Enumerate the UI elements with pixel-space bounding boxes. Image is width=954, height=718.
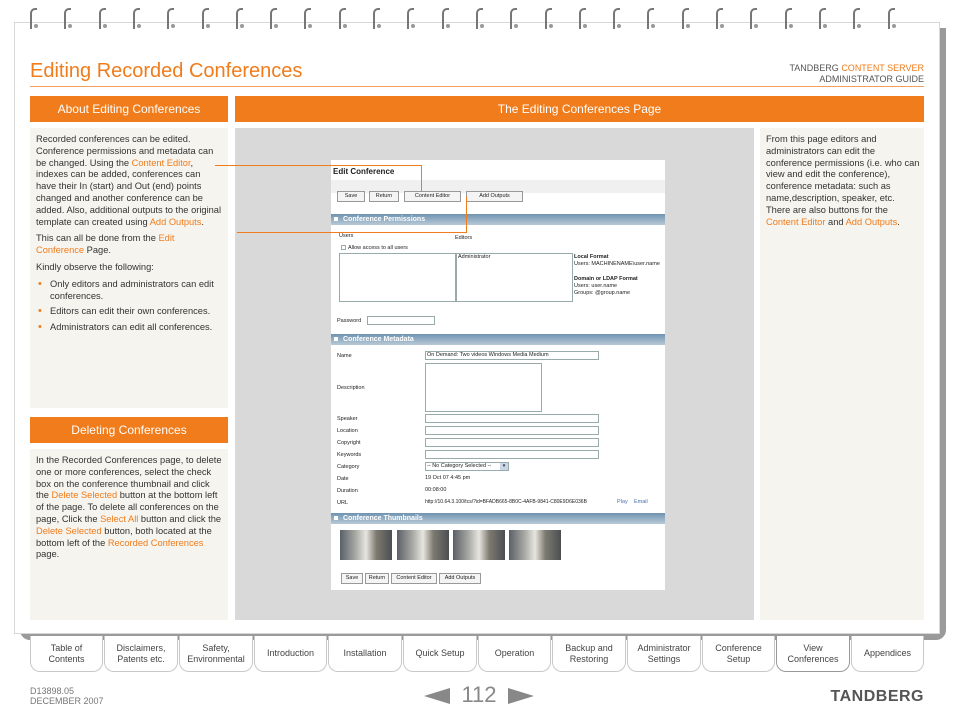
name-label: Name — [337, 353, 352, 359]
permissions-section-header[interactable]: Conference Permissions — [331, 214, 665, 225]
domain-users-text: Users: user.name — [574, 283, 618, 289]
nav-tab-label: Introduction — [266, 648, 315, 658]
local-format-text: Users: MACHINENAME\user.name — [574, 261, 660, 267]
metadata-section-header[interactable]: Conference Metadata — [331, 334, 665, 345]
connector-line-add-outputs — [237, 232, 467, 233]
nav-tab-label: Administrator Settings — [637, 642, 691, 664]
category-label: Category — [337, 464, 360, 470]
connector-line-add-outputs-v — [466, 197, 467, 233]
tandberg-logo: TANDBERG — [830, 688, 924, 705]
keywords-label: Keywords — [337, 452, 362, 458]
nav-tab-label: Safety, Environmental — [187, 642, 245, 664]
editor-item[interactable]: Administrator — [458, 254, 491, 260]
brand-product: CONTENT SERVER — [841, 63, 924, 73]
binder-ring-icon — [339, 8, 349, 30]
binder-rings — [30, 8, 920, 32]
add-outputs-button-bottom[interactable]: Add Outputs — [439, 573, 481, 584]
nav-tab[interactable] — [30, 636, 103, 672]
add-outputs-link[interactable]: Add Outputs — [149, 216, 202, 227]
description-label: Description — [337, 385, 365, 391]
document-info — [30, 686, 104, 706]
nav-tab-label: Table of Contents — [48, 642, 85, 664]
binder-ring-icon — [304, 8, 314, 30]
binder-ring-icon — [442, 8, 452, 30]
nav-tab-label: View Conferences — [787, 642, 839, 664]
speaker-label: Speaker — [337, 416, 358, 422]
title-divider — [30, 86, 924, 87]
name-field[interactable]: On Demand: Two videos Windows Media Medium — [425, 351, 599, 360]
binder-ring-icon — [750, 8, 760, 30]
binder-ring-icon — [202, 8, 212, 30]
location-label: Location — [337, 428, 358, 434]
about-section-title: About Editing Conferences — [30, 96, 228, 122]
url-value: http://10.64.3.100/tcs/?id=BFADB665-8B0C-4AFB-9841-C80E9D6E036B — [425, 499, 587, 505]
keywords-field[interactable] — [425, 450, 599, 459]
duration-label: Duration — [337, 488, 358, 494]
binder-ring-icon — [236, 8, 246, 30]
return-button-bottom[interactable]: Return — [365, 573, 389, 584]
delete-selected-link-2[interactable]: Delete Selected — [36, 525, 102, 536]
category-select[interactable]: -- No Category Selected -- ▾ — [425, 462, 509, 471]
binder-ring-icon — [647, 8, 657, 30]
binder-ring-icon — [30, 8, 40, 30]
binder-ring-icon — [373, 8, 383, 30]
about-paragraph-1: Recorded conferences can be edited. Conference permissions and metadata can be changed. Using the Content Editor, indexes can be added, conferences can have their In (start) and Out (end) points changed and another conference can be added. Also, additional outputs to the original template can created using Add Outputs. — [36, 134, 222, 227]
url-label: URL — [337, 500, 349, 506]
duration-value: 00:08:00 — [425, 487, 447, 493]
nav-tab-label: Appendices — [863, 648, 912, 658]
brand-prefix: TANDBERG — [789, 63, 839, 73]
binder-ring-icon — [716, 8, 726, 30]
users-listbox[interactable] — [339, 253, 456, 302]
copyright-field[interactable] — [425, 438, 599, 447]
edit-conference-title: Edit Conference — [333, 167, 395, 176]
speaker-field[interactable] — [425, 414, 599, 423]
nav-tab[interactable] — [403, 636, 477, 672]
password-label: Password — [337, 318, 362, 324]
delete-selected-link[interactable]: Delete Selected — [51, 490, 118, 501]
about-panel — [30, 128, 228, 408]
email-link[interactable]: Email — [634, 499, 648, 505]
editing-page-section-title: The Editing Conferences Page — [235, 96, 924, 122]
brand-header — [789, 63, 924, 85]
next-page-icon[interactable] — [508, 688, 534, 704]
add-outputs-button[interactable]: Add Outputs — [466, 191, 523, 202]
local-format-title: Local Format — [574, 254, 609, 260]
nav-tab[interactable] — [478, 636, 551, 672]
nav-tab-label: Installation — [343, 648, 387, 658]
delete-paragraph: In the Recorded Conferences page, to delete one or more conferences, select the check box on the conference thumbnail and click the Delete Selected button at the bottom left of the page. To delete all conferences on the page, Click the Select All button and click the Delete Selected button, both located at the bottom left of the Recorded Conferences page. — [36, 455, 222, 560]
rules-list — [36, 279, 222, 334]
nav-tab[interactable] — [179, 636, 253, 672]
return-button[interactable]: Return — [369, 191, 399, 202]
nav-tab-label: Backup and Restoring — [565, 642, 613, 664]
edit-conference-link[interactable]: Edit Conference — [36, 233, 175, 256]
conference-thumbnail[interactable] — [397, 530, 449, 560]
list-item: • Editors can edit their own conferences. — [36, 306, 222, 318]
password-field[interactable] — [367, 316, 435, 325]
domain-groups-text: Groups: @group.name — [574, 290, 631, 296]
conference-thumbnail[interactable] — [453, 530, 505, 560]
thumbnails-section-header[interactable]: Conference Thumbnails — [331, 513, 665, 524]
connector-line-content-editor-v — [421, 165, 422, 191]
page-number: 112 — [461, 682, 497, 707]
binder-ring-icon — [167, 8, 177, 30]
about-paragraph-3: Kindly observe the following: — [36, 261, 154, 272]
binder-ring-icon — [613, 8, 623, 30]
nav-tab[interactable] — [552, 636, 626, 672]
nav-tab-label: Operation — [494, 648, 535, 658]
copyright-label: Copyright — [337, 440, 361, 446]
binder-ring-icon — [407, 8, 417, 30]
conference-thumbnail[interactable] — [509, 530, 561, 560]
binder-ring-icon — [819, 8, 829, 30]
allow-all-label: Allow access to all users — [348, 245, 408, 251]
description-paragraph: From this page editors and administrators can edit the conference permissions (i.e. who can view and edit the conference), conference metadata: such as name,description, speaker, etc. There are also buttons for the Content Editor and Add Outputs. — [766, 134, 920, 227]
document-id: D13898.05 — [30, 686, 75, 696]
save-button[interactable]: Save — [337, 191, 365, 202]
page-navigator — [424, 682, 534, 710]
binder-ring-icon — [476, 8, 486, 30]
connector-line-content-editor — [215, 165, 422, 166]
editors-listbox[interactable] — [456, 253, 573, 302]
nav-tab[interactable] — [851, 636, 924, 672]
nav-tab[interactable] — [104, 636, 178, 672]
binder-ring-icon — [888, 8, 898, 30]
description-field[interactable] — [425, 363, 542, 412]
recorded-conferences-link[interactable]: Recorded Conferences — [107, 537, 204, 548]
nav-tab[interactable] — [627, 636, 701, 672]
domain-format-title: Domain or LDAP Format — [574, 276, 638, 282]
edit-conference-screenshot — [331, 160, 665, 590]
date-value: 19 Oct 07 4:45 pm — [425, 475, 471, 481]
binder-ring-icon — [510, 8, 520, 30]
select-all-link[interactable]: Select All — [100, 513, 139, 524]
nav-tab-label: Conference Setup — [715, 642, 762, 664]
content-editor-link[interactable]: Content Editor — [131, 157, 191, 168]
binder-ring-icon — [545, 8, 555, 30]
allow-all-checkbox[interactable] — [341, 245, 346, 250]
nav-tab[interactable] — [776, 636, 850, 672]
nav-tab[interactable] — [328, 636, 402, 672]
list-item: • Administrators can edit all conferences. — [36, 322, 222, 334]
about-paragraph-2: This can all be done from the Edit Conference Page. — [36, 233, 175, 256]
document-date: DECEMBER 2007 — [30, 696, 104, 706]
nav-tab-label: Disclaimers, Patents etc. — [116, 642, 166, 664]
content-editor-button[interactable]: Content Editor — [404, 191, 461, 202]
binder-ring-icon — [133, 8, 143, 30]
content-editor-button-bottom[interactable]: Content Editor — [391, 573, 437, 584]
date-label: Date — [337, 476, 349, 482]
chevron-down-icon: ▾ — [500, 463, 508, 470]
binder-ring-icon — [853, 8, 863, 30]
guide-name: ADMINISTRATOR GUIDE — [819, 74, 924, 84]
binder-ring-icon — [579, 8, 589, 30]
previous-page-icon[interactable] — [424, 688, 450, 704]
nav-tab-label: Quick Setup — [415, 648, 465, 658]
description-panel — [760, 128, 924, 620]
binder-ring-icon — [785, 8, 795, 30]
binder-ring-icon — [682, 8, 692, 30]
play-link[interactable]: Play — [617, 499, 628, 505]
list-item: • Only editors and administrators can edit conferences. — [36, 279, 222, 303]
page-title: Editing Recorded Conferences — [30, 60, 303, 82]
delete-panel — [30, 449, 228, 620]
add-outputs-link-right[interactable]: Add Outputs — [845, 216, 898, 227]
binder-ring-icon — [64, 8, 74, 30]
binder-ring-icon — [99, 8, 109, 30]
nav-tab[interactable] — [254, 636, 327, 672]
save-button-bottom[interactable]: Save — [341, 573, 363, 584]
editors-label: Editors — [455, 235, 473, 241]
content-editor-link-right[interactable]: Content Editor — [766, 216, 826, 227]
nav-tab[interactable] — [702, 636, 775, 672]
location-field[interactable] — [425, 426, 599, 435]
users-label: Users — [339, 233, 354, 239]
conference-thumbnail[interactable] — [340, 530, 392, 560]
binder-ring-icon — [270, 8, 280, 30]
delete-section-title: Deleting Conferences — [30, 417, 228, 443]
